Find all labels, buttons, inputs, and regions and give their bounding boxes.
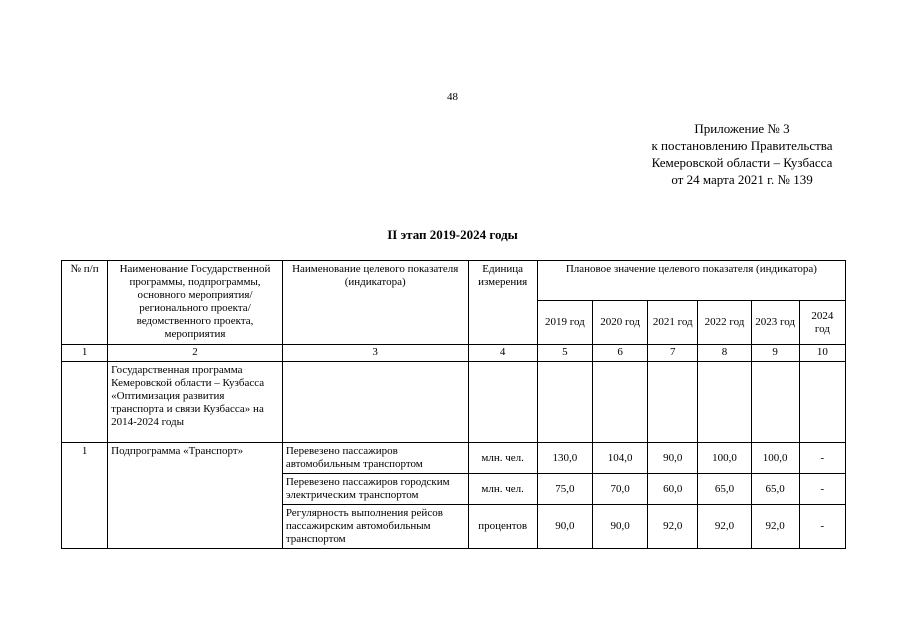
indicator-value: 70,0 — [592, 474, 647, 505]
subprogram-num: 1 — [62, 443, 108, 549]
indicator-value: 92,0 — [751, 505, 799, 549]
indicator-value: 130,0 — [537, 443, 592, 474]
table-cell — [751, 362, 799, 443]
header-year: 2024 год — [799, 301, 845, 345]
table-cell — [698, 362, 751, 443]
header-planned: Плановое значение целевого показателя (индикатора) — [537, 261, 845, 301]
indicator-value: 90,0 — [648, 443, 698, 474]
table-cell — [62, 362, 108, 443]
indicator-value: - — [799, 505, 845, 549]
indicator-value: 65,0 — [751, 474, 799, 505]
stage-title: II этап 2019-2024 годы — [387, 227, 518, 242]
subprogram-name: Подпрограмма «Транспорт» — [108, 443, 283, 549]
column-number: 8 — [698, 345, 751, 362]
header-year: 2019 год — [537, 301, 592, 345]
appendix-line: от 24 марта 2021 г. № 139 — [671, 172, 813, 187]
column-number: 5 — [537, 345, 592, 362]
indicator-value: 65,0 — [698, 474, 751, 505]
indicator-unit: млн. чел. — [468, 443, 537, 474]
column-number: 6 — [592, 345, 647, 362]
appendix-block — [612, 120, 872, 188]
table-cell — [799, 362, 845, 443]
indicator-value: - — [799, 474, 845, 505]
indicator-value: 60,0 — [648, 474, 698, 505]
header-row — [62, 261, 846, 301]
table-cell — [592, 362, 647, 443]
table-cell — [537, 362, 592, 443]
indicator-value: 90,0 — [592, 505, 647, 549]
header-indicator: Наименование целевого показателя (индикатора) — [282, 261, 468, 345]
program-row — [62, 362, 846, 443]
column-number: 7 — [648, 345, 698, 362]
column-number: 10 — [799, 345, 845, 362]
program-name: Государственная программа Кемеровской области – Кузбасса «Оптимизация развития транспорта и связи Кузбасса» на 2014-2024 годы — [108, 362, 283, 443]
page-number: 48 — [447, 91, 458, 103]
indicator-value: - — [799, 443, 845, 474]
header-unit: Единица измерения — [468, 261, 537, 345]
header-program: Наименование Государственной программы, подпрограммы, основного мероприятия/регионального проекта/ведомственного проекта, мероприятия — [108, 261, 283, 345]
column-number: 1 — [62, 345, 108, 362]
appendix-line: Кемеровской области – Кузбасса — [651, 155, 833, 170]
indicator-unit: млн. чел. — [468, 474, 537, 505]
indicator-value: 104,0 — [592, 443, 647, 474]
indicator-value: 90,0 — [537, 505, 592, 549]
indicator-name: Перевезено пассажиров автомобильным транспортом — [282, 443, 468, 474]
indicator-value: 75,0 — [537, 474, 592, 505]
column-number: 3 — [282, 345, 468, 362]
indicators-table — [61, 260, 846, 549]
indicator-name: Перевезено пассажиров городским электрическим транспортом — [282, 474, 468, 505]
appendix-line: Приложение № 3 — [694, 121, 790, 136]
indicator-value: 92,0 — [698, 505, 751, 549]
header-year: 2022 год — [698, 301, 751, 345]
indicator-value: 92,0 — [648, 505, 698, 549]
header-num: № п/п — [62, 261, 108, 345]
table-cell — [468, 362, 537, 443]
header-year: 2021 год — [648, 301, 698, 345]
column-number: 2 — [108, 345, 283, 362]
indicator-value: 100,0 — [698, 443, 751, 474]
header-year: 2020 год — [592, 301, 647, 345]
indicator-name: Регулярность выполнения рейсов пассажирским автомобильным транспортом — [282, 505, 468, 549]
header-year: 2023 год — [751, 301, 799, 345]
indicator-value: 100,0 — [751, 443, 799, 474]
column-number: 4 — [468, 345, 537, 362]
indicator-unit: процентов — [468, 505, 537, 549]
table-cell — [648, 362, 698, 443]
column-number: 9 — [751, 345, 799, 362]
appendix-line: к постановлению Правительства — [651, 138, 833, 153]
table-row — [62, 443, 846, 474]
table-cell — [282, 362, 468, 443]
column-numbers-row — [62, 345, 846, 362]
